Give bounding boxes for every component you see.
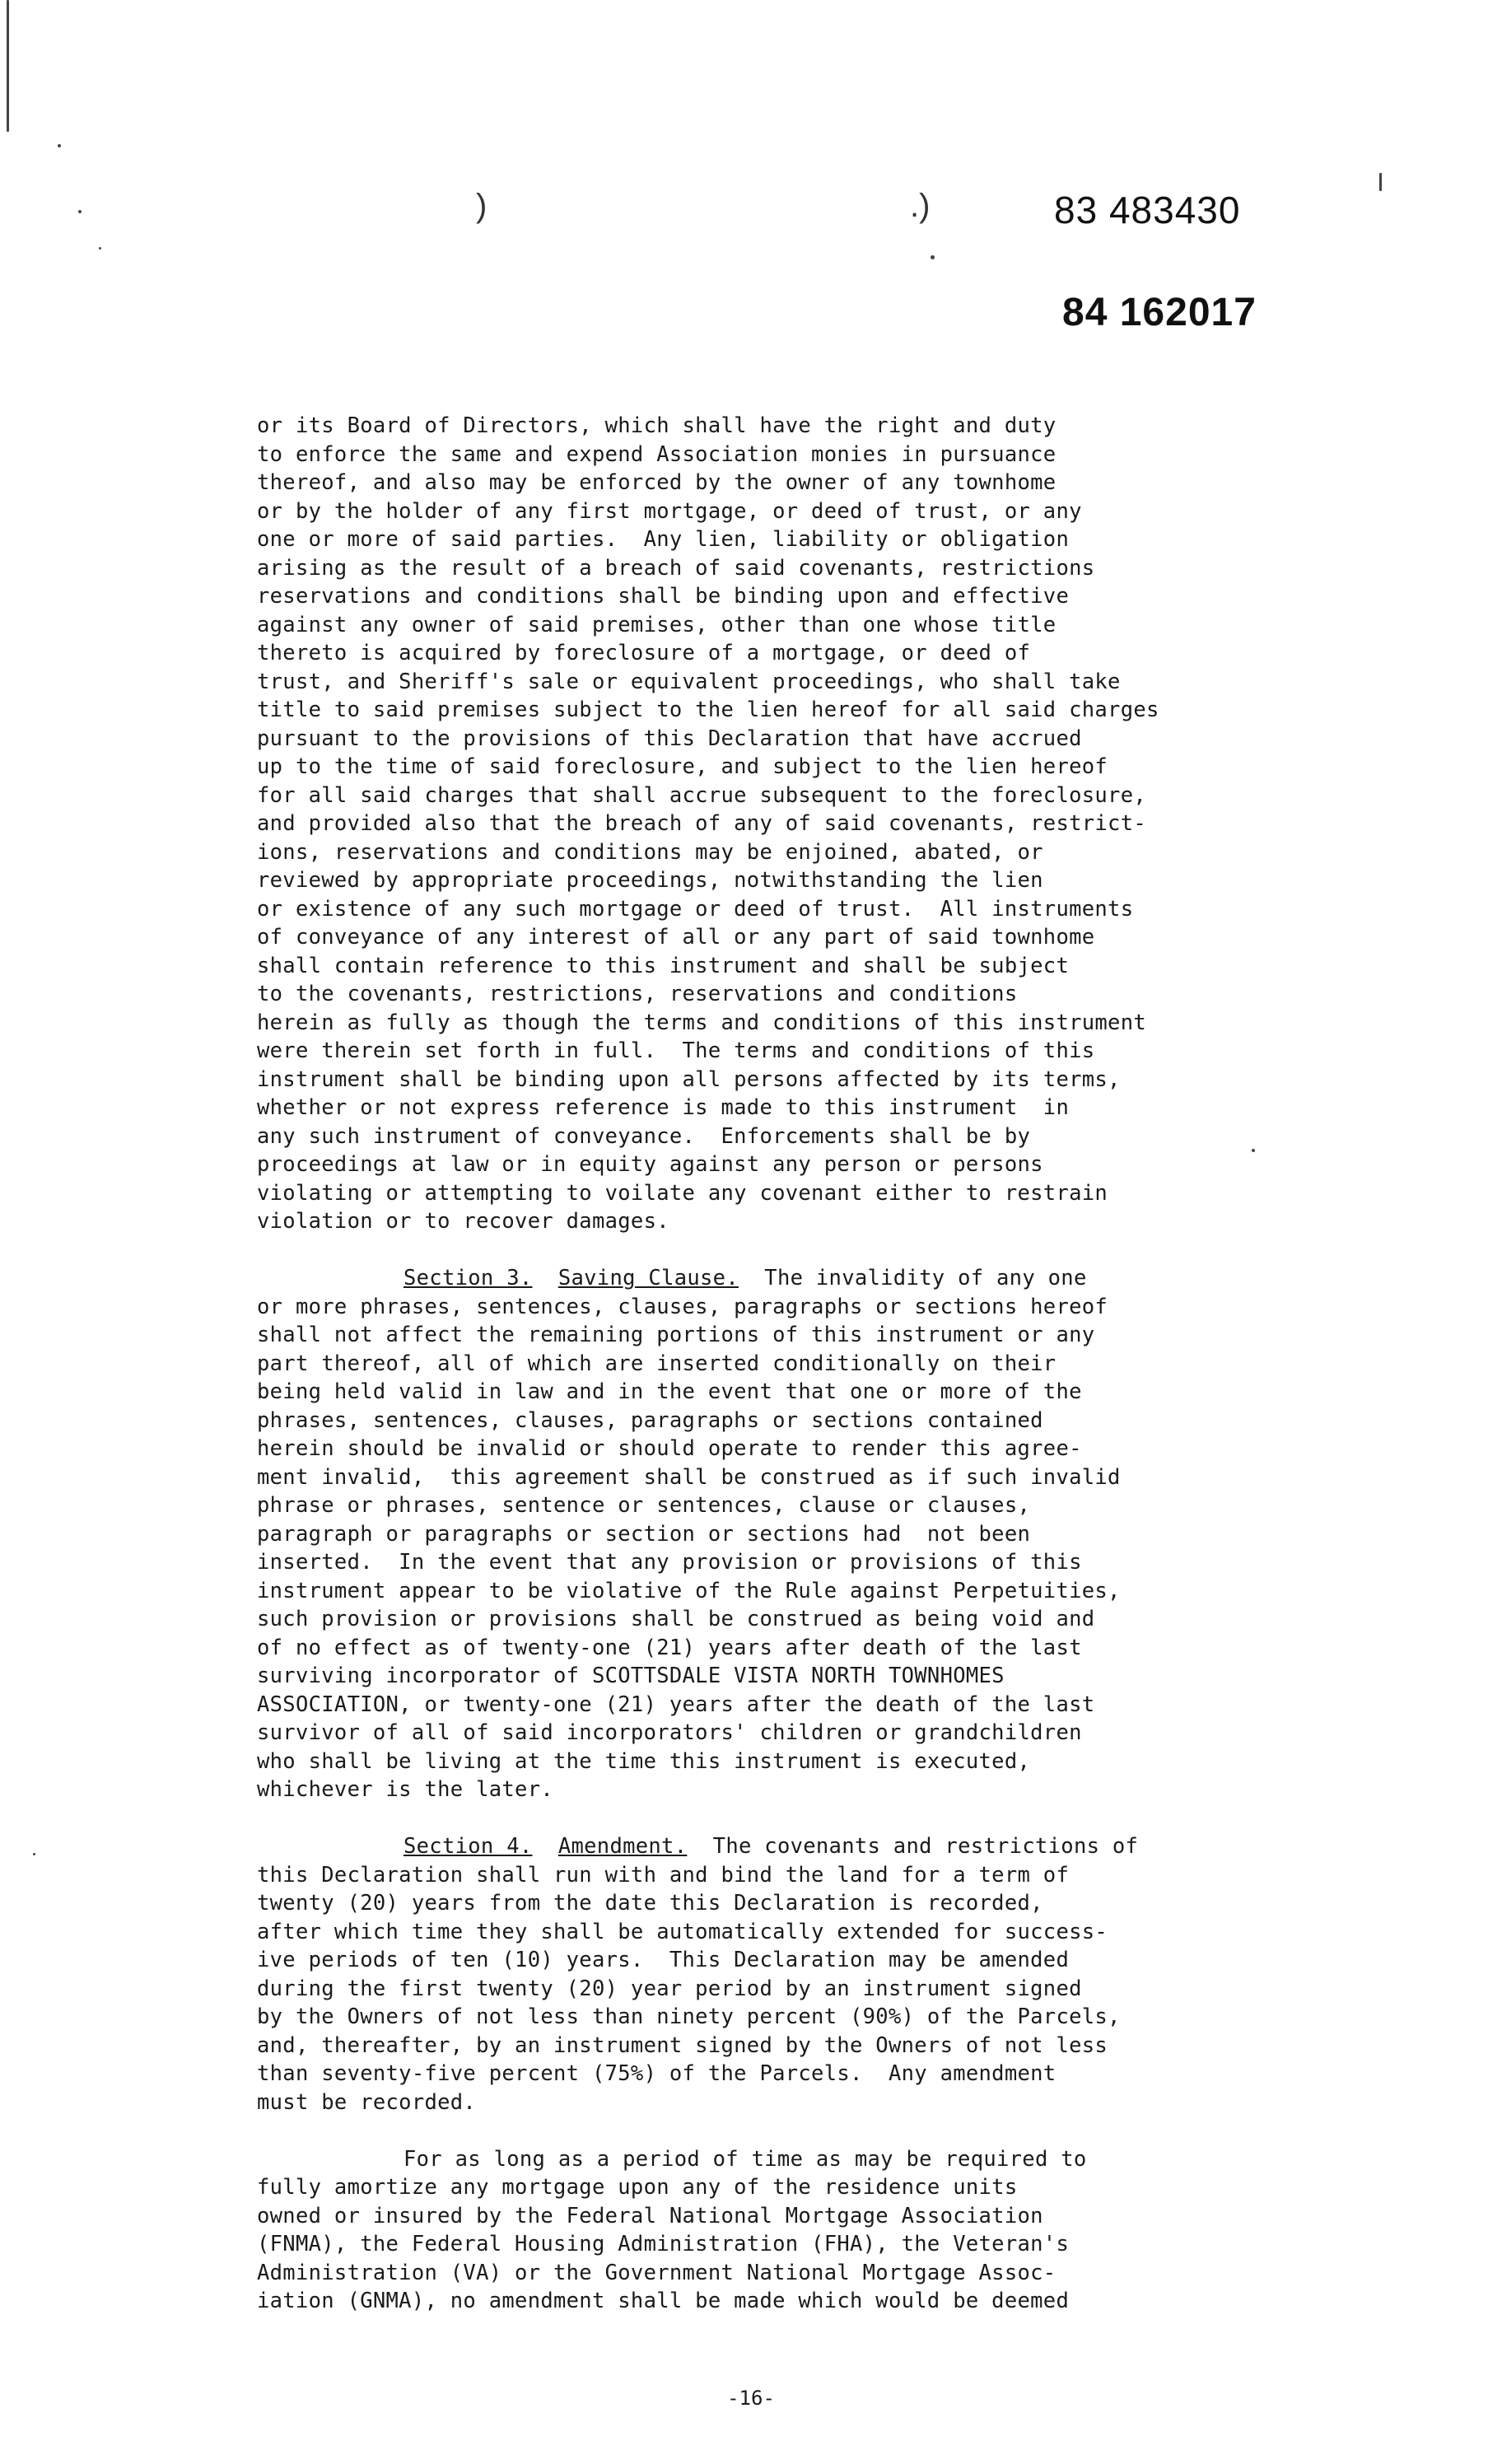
text-line: (FNMA), the Federal Housing Administration (FHA), the Veteran's bbox=[257, 2232, 1070, 2256]
section-number: Section 4. bbox=[403, 1834, 533, 1859]
text-line: must be recorded. bbox=[257, 2089, 477, 2115]
text-line: herein should be invalid or should operate to render this agree- bbox=[257, 1436, 1082, 1461]
text-line: Administration (VA) or the Government National Mortgage Assoc- bbox=[257, 2260, 1057, 2285]
text-line: by the Owners of not less than ninety percent (90%) of the Parcels, bbox=[257, 2004, 1121, 2029]
text-line: twenty (20) years from the date this Declaration is recorded, bbox=[257, 1891, 1043, 1916]
text-line: this Declaration shall run with and bind the land for a term of bbox=[257, 1862, 1070, 1888]
text-line: whichever is the later. bbox=[257, 1777, 554, 1802]
text-line: up to the time of said foreclosure, and subject to the lien hereof bbox=[257, 754, 1108, 779]
text-line: reviewed by appropriate proceedings, notwithstanding the lien bbox=[257, 868, 1043, 893]
text-line: proceedings at law or in equity against any person or persons bbox=[257, 1152, 1043, 1177]
text-line: were therein set forth in full. The terms and conditions of this bbox=[257, 1038, 1095, 1063]
text-line: thereto is acquired by foreclosure of a mortgage, or deed of bbox=[257, 641, 1031, 665]
page-number: -16- bbox=[727, 2387, 775, 2410]
text-line: after which time they shall be automatically extended for success- bbox=[257, 1919, 1108, 1944]
text-line: ive periods of ten (10) years. This Declaration may be amended bbox=[257, 1948, 1070, 1972]
text-line: phrases, sentences, clauses, paragraphs or sections contained bbox=[257, 1407, 1043, 1433]
scan-speck bbox=[931, 255, 935, 259]
bracket-mark-left: ) bbox=[476, 188, 487, 224]
text-line: violation or to recover damages. bbox=[257, 1209, 669, 1234]
document-body bbox=[257, 412, 1303, 2316]
text-line: of no effect as of twenty-one (21) years after death of the last bbox=[257, 1635, 1082, 1660]
text-line: for all said charges that shall accrue subsequent to the foreclosure, bbox=[257, 782, 1147, 808]
scan-speck bbox=[78, 210, 82, 213]
section-heading-line bbox=[257, 1264, 1303, 1293]
text-line: reservations and conditions shall be binding upon and effective bbox=[257, 584, 1070, 609]
text-line: arising as the result of a breach of said covenants, restrictions bbox=[257, 555, 1095, 581]
text-line: part thereof, all of which are inserted conditionally on their bbox=[257, 1351, 1057, 1376]
text-line: such provision or provisions shall be construed as being void and bbox=[257, 1607, 1095, 1631]
paragraph-enforcement bbox=[257, 412, 1303, 1236]
text-line: or by the holder of any first mortgage, or deed of trust, or any bbox=[257, 498, 1082, 524]
section-number: Section 3. bbox=[403, 1266, 533, 1290]
text-line: or existence of any such mortgage or deed of trust. All instruments bbox=[257, 896, 1134, 922]
section-3-saving-clause bbox=[257, 1264, 1303, 1804]
text-line: owned or insured by the Federal National Mortgage Association bbox=[257, 2203, 1043, 2228]
text-line: title to said premises subject to the lien hereof for all said charges bbox=[257, 698, 1159, 722]
text-line: paragraph or paragraphs or section or sections had not been bbox=[257, 1521, 1031, 1547]
text-line: violating or attempting to voilate any covenant either to restrain bbox=[257, 1180, 1108, 1206]
scan-speck bbox=[1379, 173, 1382, 191]
text-line: than seventy-five percent (75%) of the Parcels. Any amendment bbox=[257, 2061, 1057, 2086]
text-line: of conveyance of any interest of all or any part of said townhome bbox=[257, 925, 1095, 950]
text-line: one or more of said parties. Any lien, liability or obligation bbox=[257, 527, 1070, 552]
text-line: against any owner of said premises, other than one whose title bbox=[257, 612, 1057, 637]
text-line: For as long as a period of time as may be required to bbox=[403, 2146, 1087, 2172]
recording-number-second: 84 162017 bbox=[1062, 291, 1257, 334]
scan-speck bbox=[33, 1853, 35, 1855]
text-line: The invalidity of any one bbox=[738, 1266, 1087, 1290]
section-title: Amendment. bbox=[557, 1834, 688, 1859]
text-line: ASSOCIATION, or twenty-one (21) years after the death of the last bbox=[257, 1692, 1095, 1717]
text-line: pursuant to the provisions of this Declaration that have accrued bbox=[257, 726, 1082, 751]
text-line: during the first twenty (20) year period by an instrument signed bbox=[257, 1976, 1082, 2001]
text-line: shall not affect the remaining portions of this instrument or any bbox=[257, 1323, 1095, 1347]
text-line: and, thereafter, by an instrument signed by the Owners of not less bbox=[257, 2032, 1108, 2058]
scan-speck bbox=[58, 144, 61, 147]
text-line: or its Board of Directors, which shall have the right and duty bbox=[257, 413, 1057, 438]
text-line: any such instrument of conveyance. Enforcements shall be by bbox=[257, 1123, 1031, 1149]
text-line: trust, and Sheriff's sale or equivalent proceedings, who shall take bbox=[257, 669, 1121, 694]
scan-edge-line bbox=[7, 0, 9, 132]
text-line: thereof, and also may be enforced by the owner of any townhome bbox=[257, 470, 1057, 495]
text-line: to enforce the same and expend Association monies in pursuance bbox=[257, 441, 1057, 467]
text-line: being held valid in law and in the event that one or more of the bbox=[257, 1379, 1082, 1404]
section-heading-line bbox=[257, 1832, 1303, 1861]
text-line: survivor of all of said incorporators' children or grandchildren bbox=[257, 1720, 1082, 1745]
text-line: herein as fully as though the terms and conditions of this instrument bbox=[257, 1010, 1147, 1035]
text-line: surviving incorporator of SCOTTSDALE VISTA NORTH TOWNHOMES bbox=[257, 1664, 1005, 1688]
section-title: Saving Clause. bbox=[557, 1266, 739, 1290]
section-4-amendment bbox=[257, 1832, 1303, 2116]
text-line: and provided also that the breach of any of said covenants, restrict- bbox=[257, 811, 1147, 836]
text-line: or more phrases, sentences, clauses, paragraphs or sections hereof bbox=[257, 1294, 1108, 1319]
bracket-mark-mid: .) bbox=[910, 188, 931, 224]
text-line: iation (GNMA), no amendment shall be made which would be deemed bbox=[257, 2289, 1070, 2313]
text-line: inserted. In the event that any provision or provisions of this bbox=[257, 1550, 1082, 1575]
text-line: ions, reservations and conditions may be enjoined, abated, or bbox=[257, 839, 1043, 865]
text-line: fully amortize any mortgage upon any of the residence units bbox=[257, 2175, 1018, 2200]
scan-speck bbox=[99, 247, 101, 250]
recording-number-top: 83 483430 bbox=[1054, 189, 1241, 231]
text-line: to the covenants, restrictions, reservations and conditions bbox=[257, 982, 1018, 1006]
paragraph-mortgage-protection bbox=[257, 2145, 1303, 2316]
text-line: The covenants and restrictions of bbox=[687, 1834, 1139, 1859]
text-line: shall contain reference to this instrument and shall be subject bbox=[257, 953, 1070, 978]
text-line: who shall be living at the time this instrument is executed, bbox=[257, 1748, 1031, 1774]
text-line: instrument appear to be violative of the Rule against Perpetuities, bbox=[257, 1578, 1121, 1603]
text-line: whether or not express reference is made to this instrument in bbox=[257, 1095, 1070, 1120]
text-line: phrase or phrases, sentence or sentences, clause or clauses, bbox=[257, 1493, 1031, 1518]
text-line: ment invalid, this agreement shall be construed as if such invalid bbox=[257, 1464, 1121, 1490]
text-line: instrument shall be binding upon all persons affected by its terms, bbox=[257, 1066, 1121, 1092]
